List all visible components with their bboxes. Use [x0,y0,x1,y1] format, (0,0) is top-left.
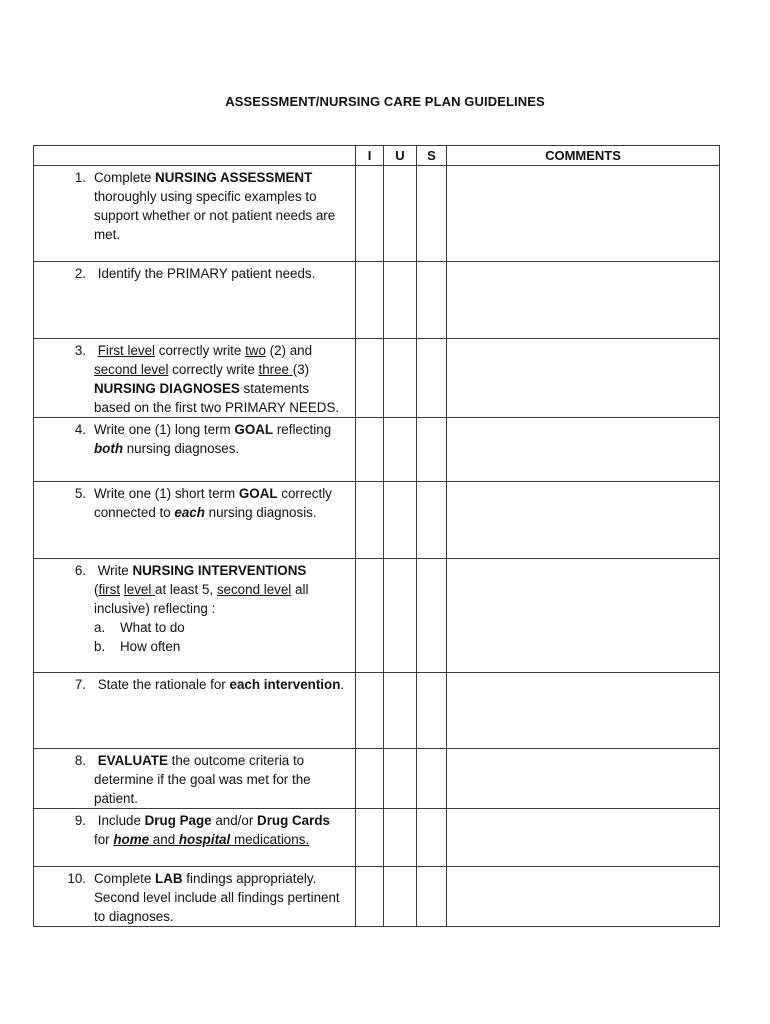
rating-i-cell[interactable] [356,559,384,673]
rating-i-cell[interactable] [356,482,384,559]
guideline-cell [34,418,356,482]
comments-cell[interactable] [447,166,720,262]
guideline-cell [34,809,356,867]
rating-i-cell[interactable] [356,339,384,418]
guideline-cell [34,262,356,339]
item-number: 6. [74,563,86,578]
rating-i-cell[interactable] [356,749,384,809]
rating-i-cell[interactable] [356,418,384,482]
item-text: Write one (1) short term GOAL correctly connected to each nursing diagnosis. [94,486,332,520]
guideline-cell [34,749,356,809]
table-row [34,559,720,673]
item-text: State the rationale for each intervention. [97,677,345,692]
rating-u-cell[interactable] [384,673,417,749]
item-text: Include Drug Page and/or Drug Cards for home and hospital medications. [94,813,330,847]
guideline-cell [34,482,356,559]
item-number: 4. [74,422,86,437]
rating-i-cell[interactable] [356,809,384,867]
item-number: 9. [74,813,86,828]
rating-s-cell[interactable] [417,339,447,418]
table-row [34,339,720,418]
item-number: 10. [67,871,86,886]
guideline-cell [34,673,356,749]
table-row [34,166,720,262]
rating-s-cell[interactable] [417,482,447,559]
header-row [34,146,720,166]
comments-cell[interactable] [447,809,720,867]
item-number: 8. [74,753,86,768]
rating-u-cell[interactable] [384,166,417,262]
table-row [34,482,720,559]
rating-s-cell[interactable] [417,673,447,749]
comments-cell[interactable] [447,418,720,482]
table-row [34,749,720,809]
comments-cell[interactable] [447,867,720,927]
comments-cell[interactable] [447,673,720,749]
table-row [34,673,720,749]
sub-item: a. What to do [94,620,185,635]
guidelines-table [33,145,720,927]
item-text: Complete NURSING ASSESSMENT thoroughly using specific examples to support whether or not patient needs are met. [94,170,336,242]
rating-s-cell[interactable] [417,867,447,927]
item-text: First level correctly write two (2) and second level correctly write three (3) NURSING DIAGNOSES statements based on the first two PRIMARY NEEDS. [94,343,340,415]
table-row [34,262,720,339]
header-comments: COMMENTS [447,146,720,166]
header-s: S [417,146,447,166]
item-text: Complete LAB findings appropriately. Second level include all findings pertinent to diagnoses. [94,871,340,924]
header-i: I [356,146,384,166]
guideline-cell [34,867,356,927]
page-title: ASSESSMENT/NURSING CARE PLAN GUIDELINES [225,94,545,109]
rating-s-cell[interactable] [417,809,447,867]
table-row [34,809,720,867]
comments-cell[interactable] [447,559,720,673]
rating-u-cell[interactable] [384,418,417,482]
rating-u-cell[interactable] [384,559,417,673]
rating-u-cell[interactable] [384,809,417,867]
guideline-cell [34,559,356,673]
guideline-cell [34,166,356,262]
rating-i-cell[interactable] [356,867,384,927]
comments-cell[interactable] [447,749,720,809]
header-u: U [384,146,417,166]
rating-u-cell[interactable] [384,262,417,339]
item-text: Write NURSING INTERVENTIONS (first level at least 5, second level all inclusive) reflecting : a. What to do b. How often [94,561,355,656]
rating-s-cell[interactable] [417,418,447,482]
rating-i-cell[interactable] [356,673,384,749]
item-number: 2. [74,266,86,281]
rating-s-cell[interactable] [417,166,447,262]
item-number: 3. [74,343,86,358]
rating-s-cell[interactable] [417,749,447,809]
comments-cell[interactable] [447,262,720,339]
rating-u-cell[interactable] [384,749,417,809]
rating-u-cell[interactable] [384,867,417,927]
rating-u-cell[interactable] [384,339,417,418]
item-number: 7. [74,677,86,692]
sub-item: b. How often [94,639,181,654]
comments-cell[interactable] [447,339,720,418]
header-description [34,146,356,166]
rating-i-cell[interactable] [356,166,384,262]
table-row [34,867,720,927]
item-text: Identify the PRIMARY patient needs. [97,266,316,281]
item-number: 5. [74,486,86,501]
rating-u-cell[interactable] [384,482,417,559]
table-row [34,418,720,482]
rating-i-cell[interactable] [356,262,384,339]
item-text: EVALUATE the outcome criteria to determine if the goal was met for the patient. [94,753,311,806]
guideline-cell [34,339,356,418]
comments-cell[interactable] [447,482,720,559]
item-text: Write one (1) long term GOAL reflecting both nursing diagnoses. [94,422,332,456]
item-number: 1. [74,170,86,185]
rating-s-cell[interactable] [417,559,447,673]
rating-s-cell[interactable] [417,262,447,339]
